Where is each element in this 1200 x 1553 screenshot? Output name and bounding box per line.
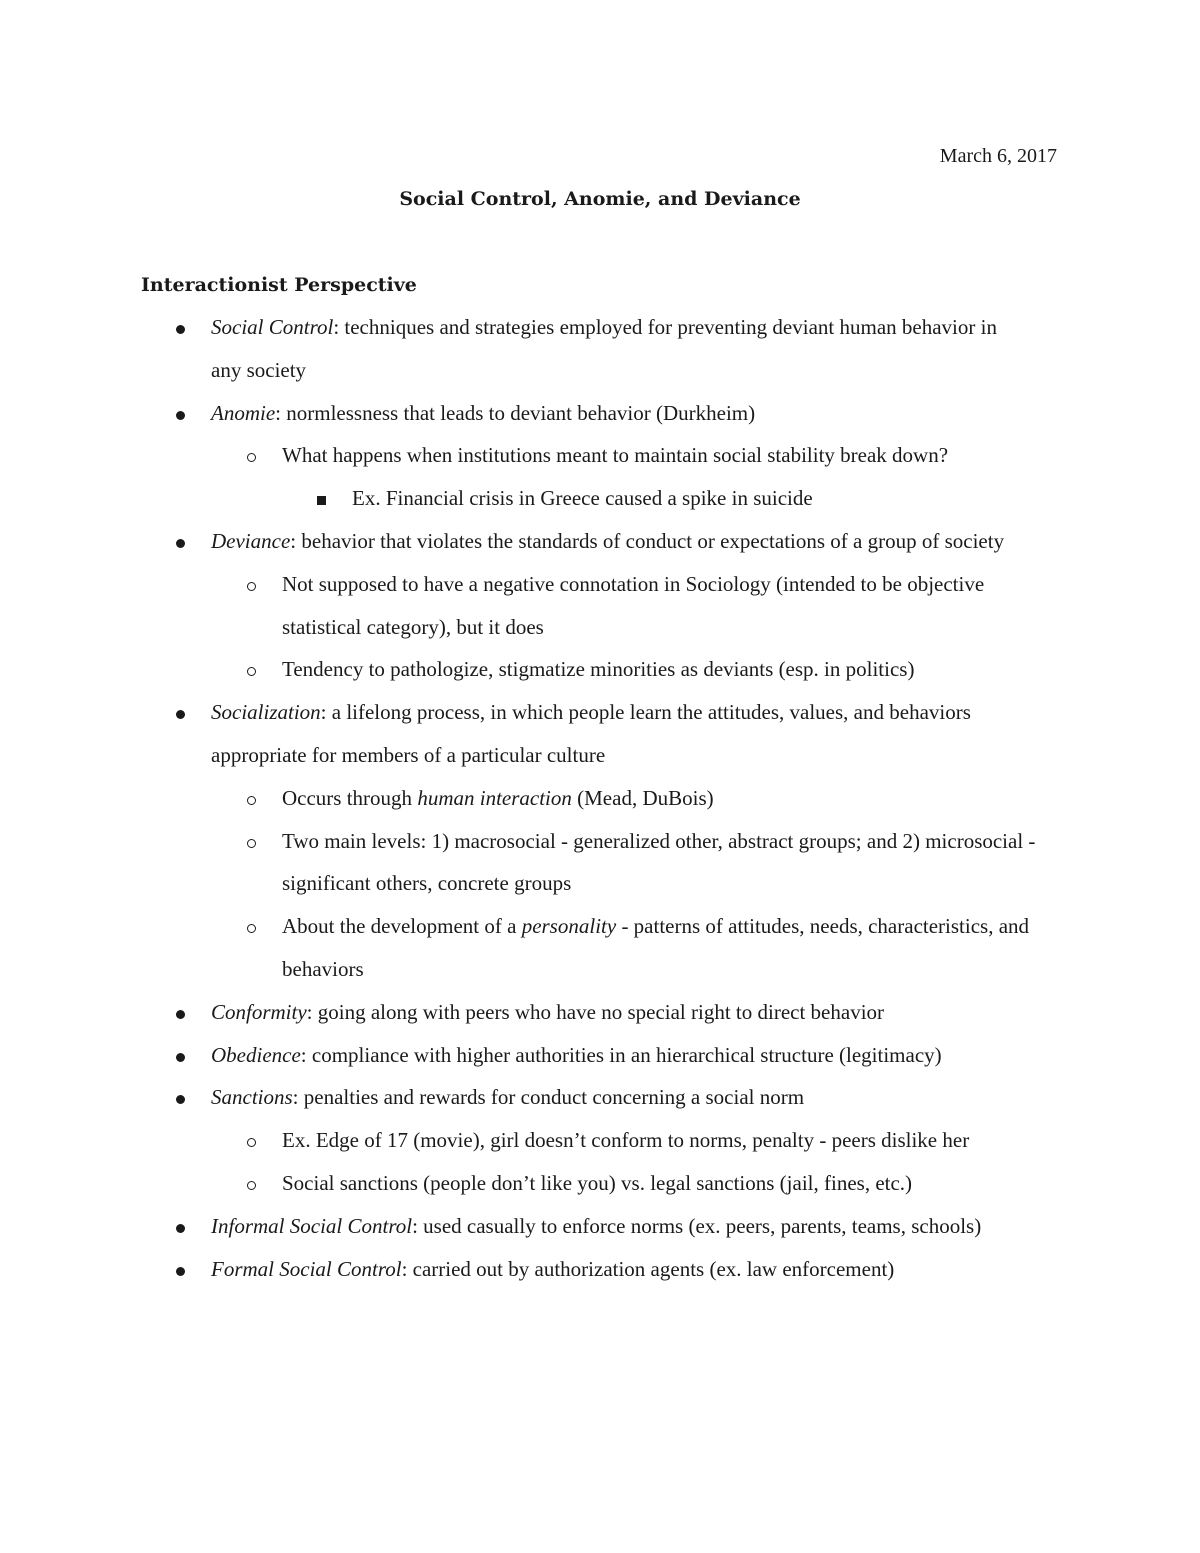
bullet-icon: [176, 306, 185, 349]
list-item: [0, 1119, 1062, 1162]
square-bullet-icon: [317, 477, 326, 520]
bullet-icon: [176, 1076, 185, 1119]
definition: : going along with peers who have no special right to direct behavior: [306, 999, 885, 1024]
list-item: [0, 820, 1062, 906]
document-title: Social Control, Anomie, and Deviance: [399, 188, 801, 210]
term: Anomie: [211, 400, 276, 425]
definition: : carried out by authorization agents (ex. law enforcement): [401, 1256, 895, 1281]
list-item: [0, 1205, 1011, 1248]
list-item: [0, 477, 1052, 520]
term: Conformity: [211, 999, 307, 1024]
definition: : normlessness that leads to deviant behavior (Durkheim): [275, 400, 756, 425]
definition: : behavior that violates the standards of conduct or expectations of a group of society: [290, 528, 1005, 553]
item-text-emphasis: human interaction: [417, 785, 572, 810]
definition: : a lifelong process, in which people learn the attitudes, values, and behaviors appropriate for members of a particular culture: [211, 700, 971, 767]
bullet-icon: [176, 1034, 185, 1077]
item-text-emphasis: personality: [521, 914, 617, 939]
bullet-icon: [176, 1205, 185, 1248]
list-item: [0, 563, 1062, 649]
item-text: What happens when institutions meant to maintain social stability break down?: [282, 443, 949, 468]
item-text: Ex. Financial crisis in Greece caused a spike in suicide: [352, 486, 813, 511]
list-item: [0, 1248, 1011, 1291]
item-text-post: (Mead, DuBois): [571, 785, 714, 810]
circle-bullet-icon: [247, 1162, 256, 1205]
item-text: Not supposed to have a negative connotation in Sociology (intended to be objective statistical category), but it does: [282, 571, 985, 639]
section-heading: Interactionist Perspective: [141, 274, 417, 296]
list-item: [0, 777, 1062, 820]
bullet-icon: [176, 392, 185, 435]
term: Deviance: [211, 528, 291, 553]
list-item: [0, 991, 1011, 1034]
list-item: [0, 392, 1011, 435]
definition: : techniques and strategies employed for preventing deviant human behavior in any society: [211, 315, 997, 382]
list-item: [0, 1162, 1062, 1205]
circle-bullet-icon: [247, 648, 256, 691]
item-text: Two main levels: 1) macrosocial - generalized other, abstract groups; and 2) microsocial - significant others, concrete groups: [282, 828, 1036, 896]
circle-bullet-icon: [247, 563, 256, 606]
list-item: [0, 1076, 1011, 1119]
item-text: Tendency to pathologize, stigmatize minorities as deviants (esp. in politics): [282, 657, 915, 682]
list-item: [0, 691, 1011, 777]
item-text-post: - patterns of attitudes, needs, characteristics, and behaviors: [282, 914, 1030, 981]
term: Formal Social Control: [211, 1256, 402, 1281]
term: Obedience: [211, 1042, 301, 1067]
list-item: [0, 905, 1062, 991]
bullet-icon: [176, 520, 185, 563]
circle-bullet-icon: [247, 434, 256, 477]
list-item: [0, 520, 1011, 563]
bullet-icon: [176, 691, 185, 734]
list-item: [0, 1034, 1011, 1077]
definition: : compliance with higher authorities in an hierarchical structure (legitimacy): [300, 1042, 942, 1067]
circle-bullet-icon: [247, 777, 256, 820]
definition: : penalties and rewards for conduct concerning a social norm: [292, 1085, 805, 1110]
bullet-icon: [176, 1248, 185, 1291]
list-item: [0, 434, 1062, 477]
term: Social Control: [211, 315, 334, 339]
term: Socialization: [211, 700, 321, 725]
item-text: Social sanctions (people don’t like you) vs. legal sanctions (jail, fines, etc.): [282, 1170, 913, 1195]
document-date: March 6, 2017: [939, 145, 1057, 167]
item-text: Ex. Edge of 17 (movie), girl doesn’t conform to norms, penalty - peers dislike her: [282, 1128, 970, 1153]
definition: : used casually to enforce norms (ex. peers, parents, teams, schools): [412, 1213, 982, 1238]
item-text-pre: About the development of a: [282, 914, 522, 939]
bullet-icon: [176, 991, 185, 1034]
term: Sanctions: [211, 1085, 293, 1110]
list-item: [0, 306, 1011, 392]
list-item: [0, 648, 1062, 691]
circle-bullet-icon: [247, 820, 256, 863]
notes-list: [0, 306, 1200, 1290]
term: Informal Social Control: [211, 1213, 413, 1238]
circle-bullet-icon: [247, 905, 256, 948]
circle-bullet-icon: [247, 1119, 256, 1162]
item-text-pre: Occurs through: [282, 785, 418, 810]
